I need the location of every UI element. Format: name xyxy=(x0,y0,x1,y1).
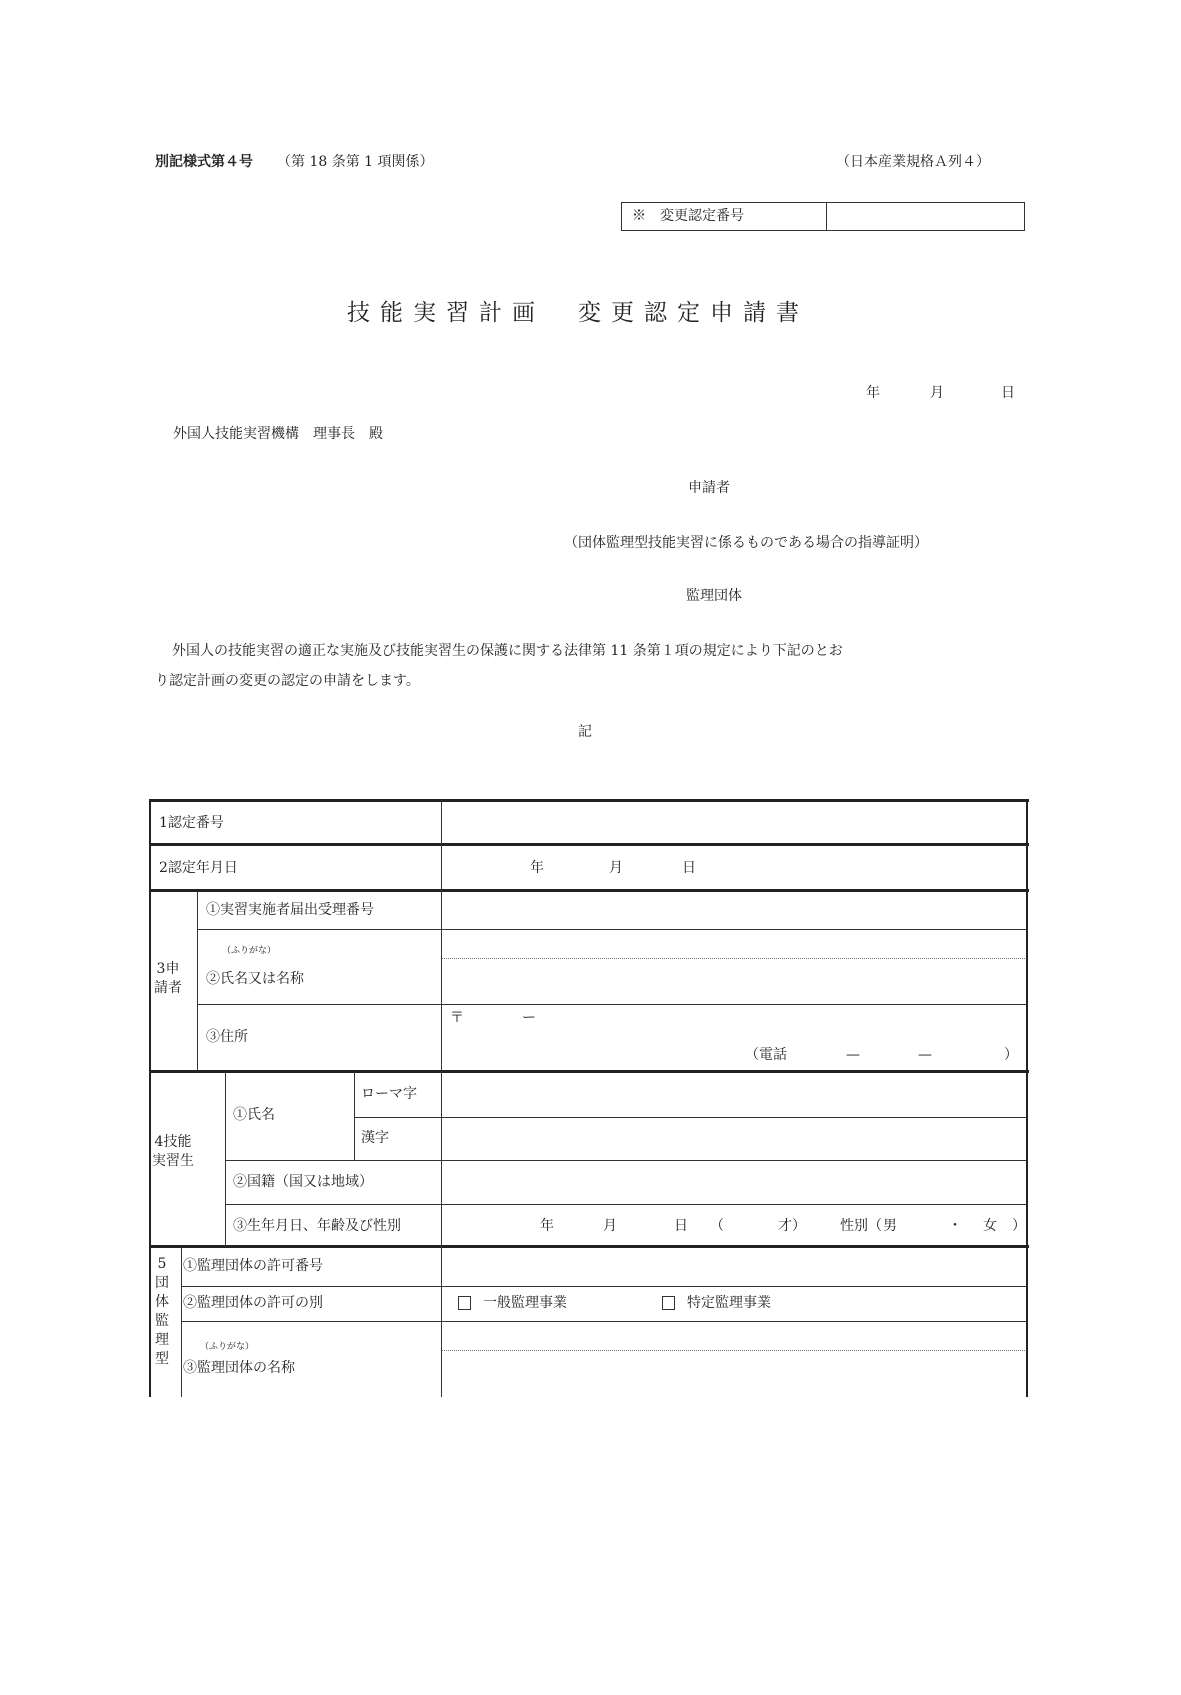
tel-dash-2: — xyxy=(918,1047,932,1063)
cert-date-label: 2認定年月日 xyxy=(159,860,238,876)
body-line-2: り認定計画の変更の認定の申請をします。 xyxy=(155,673,420,689)
applicant-label: 申請者 xyxy=(688,480,730,496)
form-reference: （第 18 条第 1 項関係） xyxy=(277,154,434,170)
org-name-label: ③監理団体の名称 xyxy=(183,1360,295,1376)
tel-close: ） xyxy=(1004,1047,1018,1063)
supervising-org-section-label: 5 団 体 監 理 型 xyxy=(155,1256,169,1367)
sex-dot: ・ xyxy=(948,1218,962,1234)
general-supervision-checkbox[interactable] xyxy=(458,1296,471,1310)
permit-type-label: ②監理団体の許可の別 xyxy=(183,1295,323,1311)
receipt-number-label: ①実習実施者届出受理番号 xyxy=(206,902,374,918)
change-number-box xyxy=(621,202,1025,231)
sex-close: ） xyxy=(1012,1218,1026,1234)
cert-number-label: 1認定番号 xyxy=(159,815,224,831)
change-number-label: ※ 変更認定番号 xyxy=(632,208,744,224)
supervisor-note: （団体監理型技能実習に係るものである場合の指導証明） xyxy=(564,535,928,551)
org-furigana-label: （ふりがな） xyxy=(200,1342,255,1352)
paper-size: （日本産業規格Ａ列４） xyxy=(836,154,990,170)
general-supervision-label: 一般監理事業 xyxy=(483,1295,567,1311)
sex-male[interactable]: 男 xyxy=(883,1218,897,1234)
postal-mark: 〒 xyxy=(450,1010,464,1026)
supervisor-label: 監理団体 xyxy=(686,588,742,604)
cert-date-month: 月 xyxy=(609,860,623,876)
sex-label: 性別（ xyxy=(840,1218,882,1234)
dob-label: ③生年月日、年齢及び性別 xyxy=(233,1218,401,1234)
applicant-name-label: ②氏名又は名称 xyxy=(206,971,304,987)
date-month: 月 xyxy=(930,385,944,401)
nationality-label: ②国籍（国又は地域） xyxy=(233,1174,373,1190)
cert-date-year: 年 xyxy=(530,860,544,876)
document-title: 技能実習計画 変更認定申請書 xyxy=(347,300,809,326)
specific-supervision-label: 特定監理事業 xyxy=(687,1295,771,1311)
age-open: （ xyxy=(710,1218,724,1234)
dob-month: 月 xyxy=(603,1218,617,1234)
trainee-section-label: 4技能 実習生 xyxy=(152,1134,194,1169)
dob-year: 年 xyxy=(540,1218,554,1234)
form-number: 別記様式第４号 xyxy=(155,154,253,170)
specific-supervision-checkbox[interactable] xyxy=(662,1296,675,1310)
age-unit: 才） xyxy=(778,1218,806,1234)
furigana-label: （ふりがな） xyxy=(222,946,277,956)
tel-label: （電話 xyxy=(745,1047,787,1063)
form-page xyxy=(149,149,1029,1397)
applicant-address-label: ③住所 xyxy=(206,1029,248,1045)
postal-dash: ー xyxy=(522,1010,536,1026)
ki-label: 記 xyxy=(578,724,592,740)
tel-dash-1: — xyxy=(846,1047,860,1063)
kanji-label: 漢字 xyxy=(361,1130,389,1146)
cert-date-day: 日 xyxy=(682,860,696,876)
applicant-section-label: 3申 請者 xyxy=(154,961,182,996)
date-day: 日 xyxy=(1001,385,1015,401)
addressee: 外国人技能実習機構 理事長 殿 xyxy=(173,426,383,442)
dob-day: 日 xyxy=(674,1218,688,1234)
roman-label: ローマ字 xyxy=(361,1086,417,1102)
permit-number-label: ①監理団体の許可番号 xyxy=(183,1258,323,1274)
date-year: 年 xyxy=(866,385,880,401)
body-line-1: 外国人の技能実習の適正な実施及び技能実習生の保護に関する法律第 11 条第１項の規定により下記のとお xyxy=(172,643,843,659)
trainee-name-label: ①氏名 xyxy=(233,1107,275,1123)
sex-female[interactable]: 女 xyxy=(983,1218,997,1234)
